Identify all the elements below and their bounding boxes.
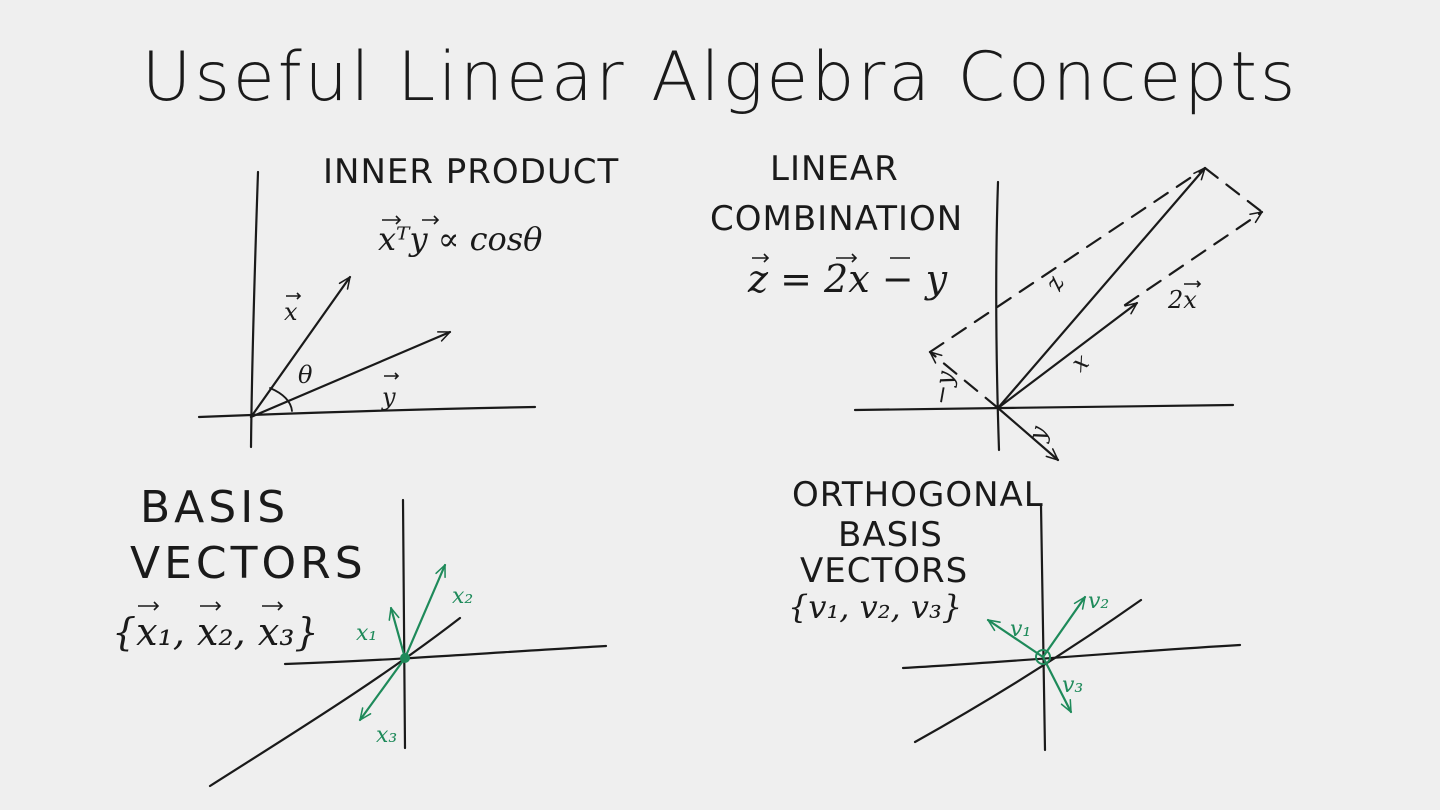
inner-product-y-axis xyxy=(251,172,258,447)
linear-combination-label-x: x xyxy=(1065,347,1095,378)
basis-vectors-axis-vertical xyxy=(403,500,405,748)
basis-vectors-set: {x₁, x₂, x₃} xyxy=(112,610,319,654)
basis-vectors-heading-line2: VECTORS xyxy=(130,538,367,589)
linear-combination-panel xyxy=(710,149,1262,460)
orthogonal-basis-heading-line2: BASIS xyxy=(838,515,943,555)
linear-combination-label-y: y xyxy=(1022,423,1054,444)
page-title: Useful Linear Algebra Concepts xyxy=(141,38,1299,117)
orthogonal-basis-vector-v2 xyxy=(1043,597,1085,657)
vector-bar-icon xyxy=(384,373,398,379)
basis-vectors-label-x2: x₂ xyxy=(452,584,474,609)
linear-combination-x-axis xyxy=(855,405,1233,410)
inner-product-heading: INNER PRODUCT xyxy=(323,152,620,192)
inner-product-label-theta: θ xyxy=(298,361,313,389)
inner-product-label-y: y xyxy=(382,383,396,411)
inner-product-label-x: x xyxy=(284,298,298,326)
linear-combination-heading-line2: COMBINATION xyxy=(710,199,964,239)
vector-bar-icon xyxy=(138,602,158,610)
basis-vectors-axis-horizontal xyxy=(285,646,606,664)
linear-combination-dashed-side xyxy=(930,168,1205,352)
orthogonal-basis-label-v3: v₃ xyxy=(1062,673,1084,698)
linear-combination-label-2x: 2x xyxy=(1168,286,1197,314)
orthogonal-basis-axis-vertical xyxy=(1041,505,1045,750)
linear-combination-label-z: z xyxy=(1039,272,1070,295)
vector-bar-icon xyxy=(200,602,220,610)
basis-vectors-label-x3: x₃ xyxy=(376,723,398,748)
basis-vectors-origin xyxy=(400,653,410,663)
linear-combination-label-neg-y: −y xyxy=(926,369,960,408)
linear-combination-heading-line1: LINEAR xyxy=(770,149,899,189)
basis-vector-x3 xyxy=(360,658,405,720)
inner-product-x-axis xyxy=(199,407,535,417)
linear-combination-dashed-side xyxy=(1205,168,1262,212)
basis-vectors-heading-line1: BASIS xyxy=(140,482,290,533)
inner-product-equation: xᵀy ∝ cosθ xyxy=(378,220,543,258)
inner-product-panel xyxy=(199,152,619,447)
basis-vectors-panel xyxy=(112,482,606,786)
basis-vectors-label-x1: x₁ xyxy=(356,621,378,646)
orthogonal-basis-panel xyxy=(788,475,1240,750)
orthogonal-basis-heading-line1: ORTHOGONAL xyxy=(792,475,1044,515)
orthogonal-basis-heading-line3: VECTORS xyxy=(800,551,969,591)
vector-bar-icon xyxy=(262,602,282,610)
linear-combination-equation: z = 2x − y xyxy=(748,257,948,301)
orthogonal-basis-set: {v₁, v₂, v₃} xyxy=(788,588,963,626)
orthogonal-basis-label-v2: v₂ xyxy=(1088,589,1110,614)
orthogonal-basis-label-v1: v₁ xyxy=(1010,617,1032,642)
